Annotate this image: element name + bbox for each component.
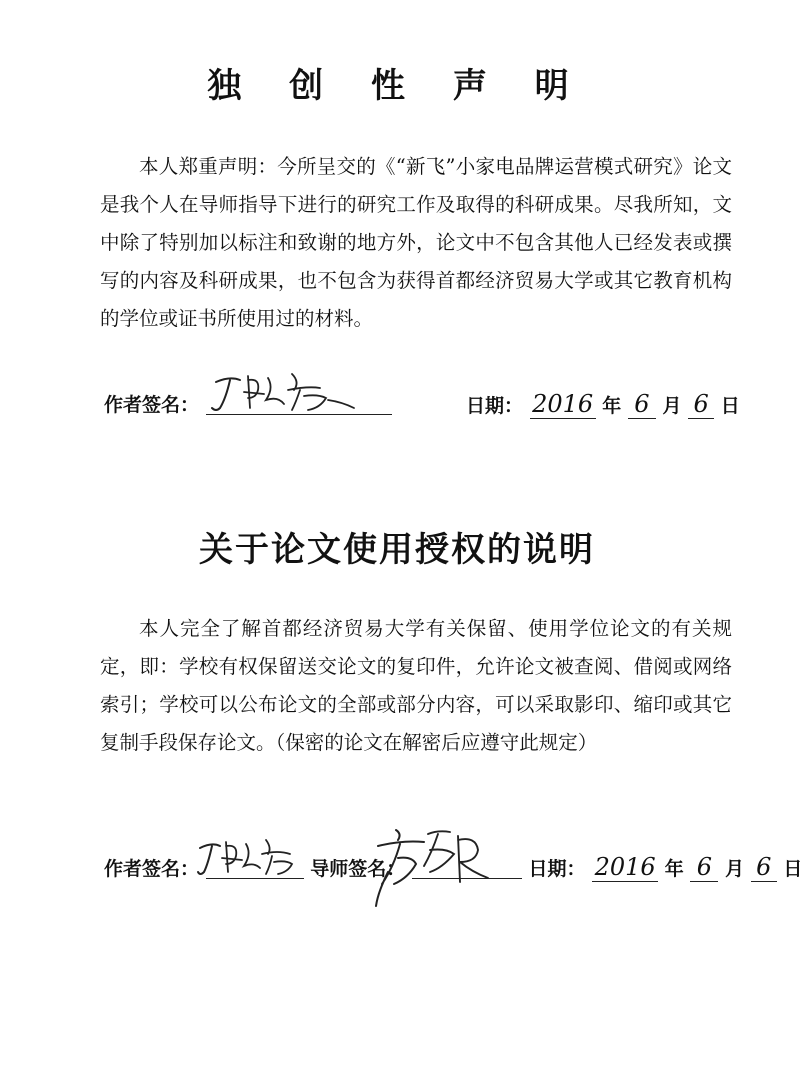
authorization-body: [100, 610, 732, 762]
authorization-date-day: 6: [751, 853, 777, 882]
authorization-advisor-label: 导师签名：: [310, 858, 406, 880]
declaration-year-unit: 年: [602, 395, 622, 417]
declaration-date-row: [466, 390, 740, 419]
authorization-advisor-signature-icon: [372, 822, 492, 908]
declaration-title: 独 创 性 声 明: [207, 66, 587, 106]
authorization-day-unit: 日: [783, 858, 802, 880]
declaration-day-unit: 日: [720, 395, 740, 417]
authorization-date-label: 日期：: [528, 858, 586, 880]
declaration-author-label: 作者签名：: [104, 394, 200, 416]
declaration-body-text: 本人郑重声明：今所呈交的《“新飞”小家电品牌运营模式研究》论文是我个人在导师指导下进行的研究工作及取得的科研成果。尽我所知，文中除了特别加以标注和致谢的地方外，论文中不包含其他人已经发表或撰写的内容及科研成果，也不包含为获得首都经济贸易大学或其它教育机构的学位或证书所使用过的材料。: [100, 155, 732, 330]
authorization-year-unit: 年: [664, 858, 684, 880]
declaration-author-signature-icon: [208, 368, 358, 418]
authorization-author-label: 作者签名：: [104, 858, 200, 880]
authorization-month-unit: 月: [725, 858, 745, 880]
declaration-date-year: 2016: [530, 390, 596, 419]
declaration-body: [100, 148, 732, 338]
declaration-date-month: 6: [628, 390, 656, 419]
authorization-date-month: 6: [690, 853, 718, 882]
authorization-author-signature-icon: [196, 836, 296, 882]
declaration-month-unit: 月: [662, 395, 682, 417]
authorization-title: 关于论文使用授权的说明: [199, 530, 595, 570]
declaration-date-day: 6: [688, 390, 714, 419]
authorization-date-year: 2016: [592, 853, 658, 882]
authorization-body-text: 本人完全了解首都经济贸易大学有关保留、使用学位论文的有关规定，即：学校有权保留送交论文的复印件，允许论文被查阅、借阅或网络索引；学校可以公布论文的全部或部分内容，可以采取影印、缩印或其它复制手段保存论文。（保密的论文在解密后应遵守此规定）: [100, 617, 732, 754]
declaration-date-label: 日期：: [466, 395, 524, 417]
